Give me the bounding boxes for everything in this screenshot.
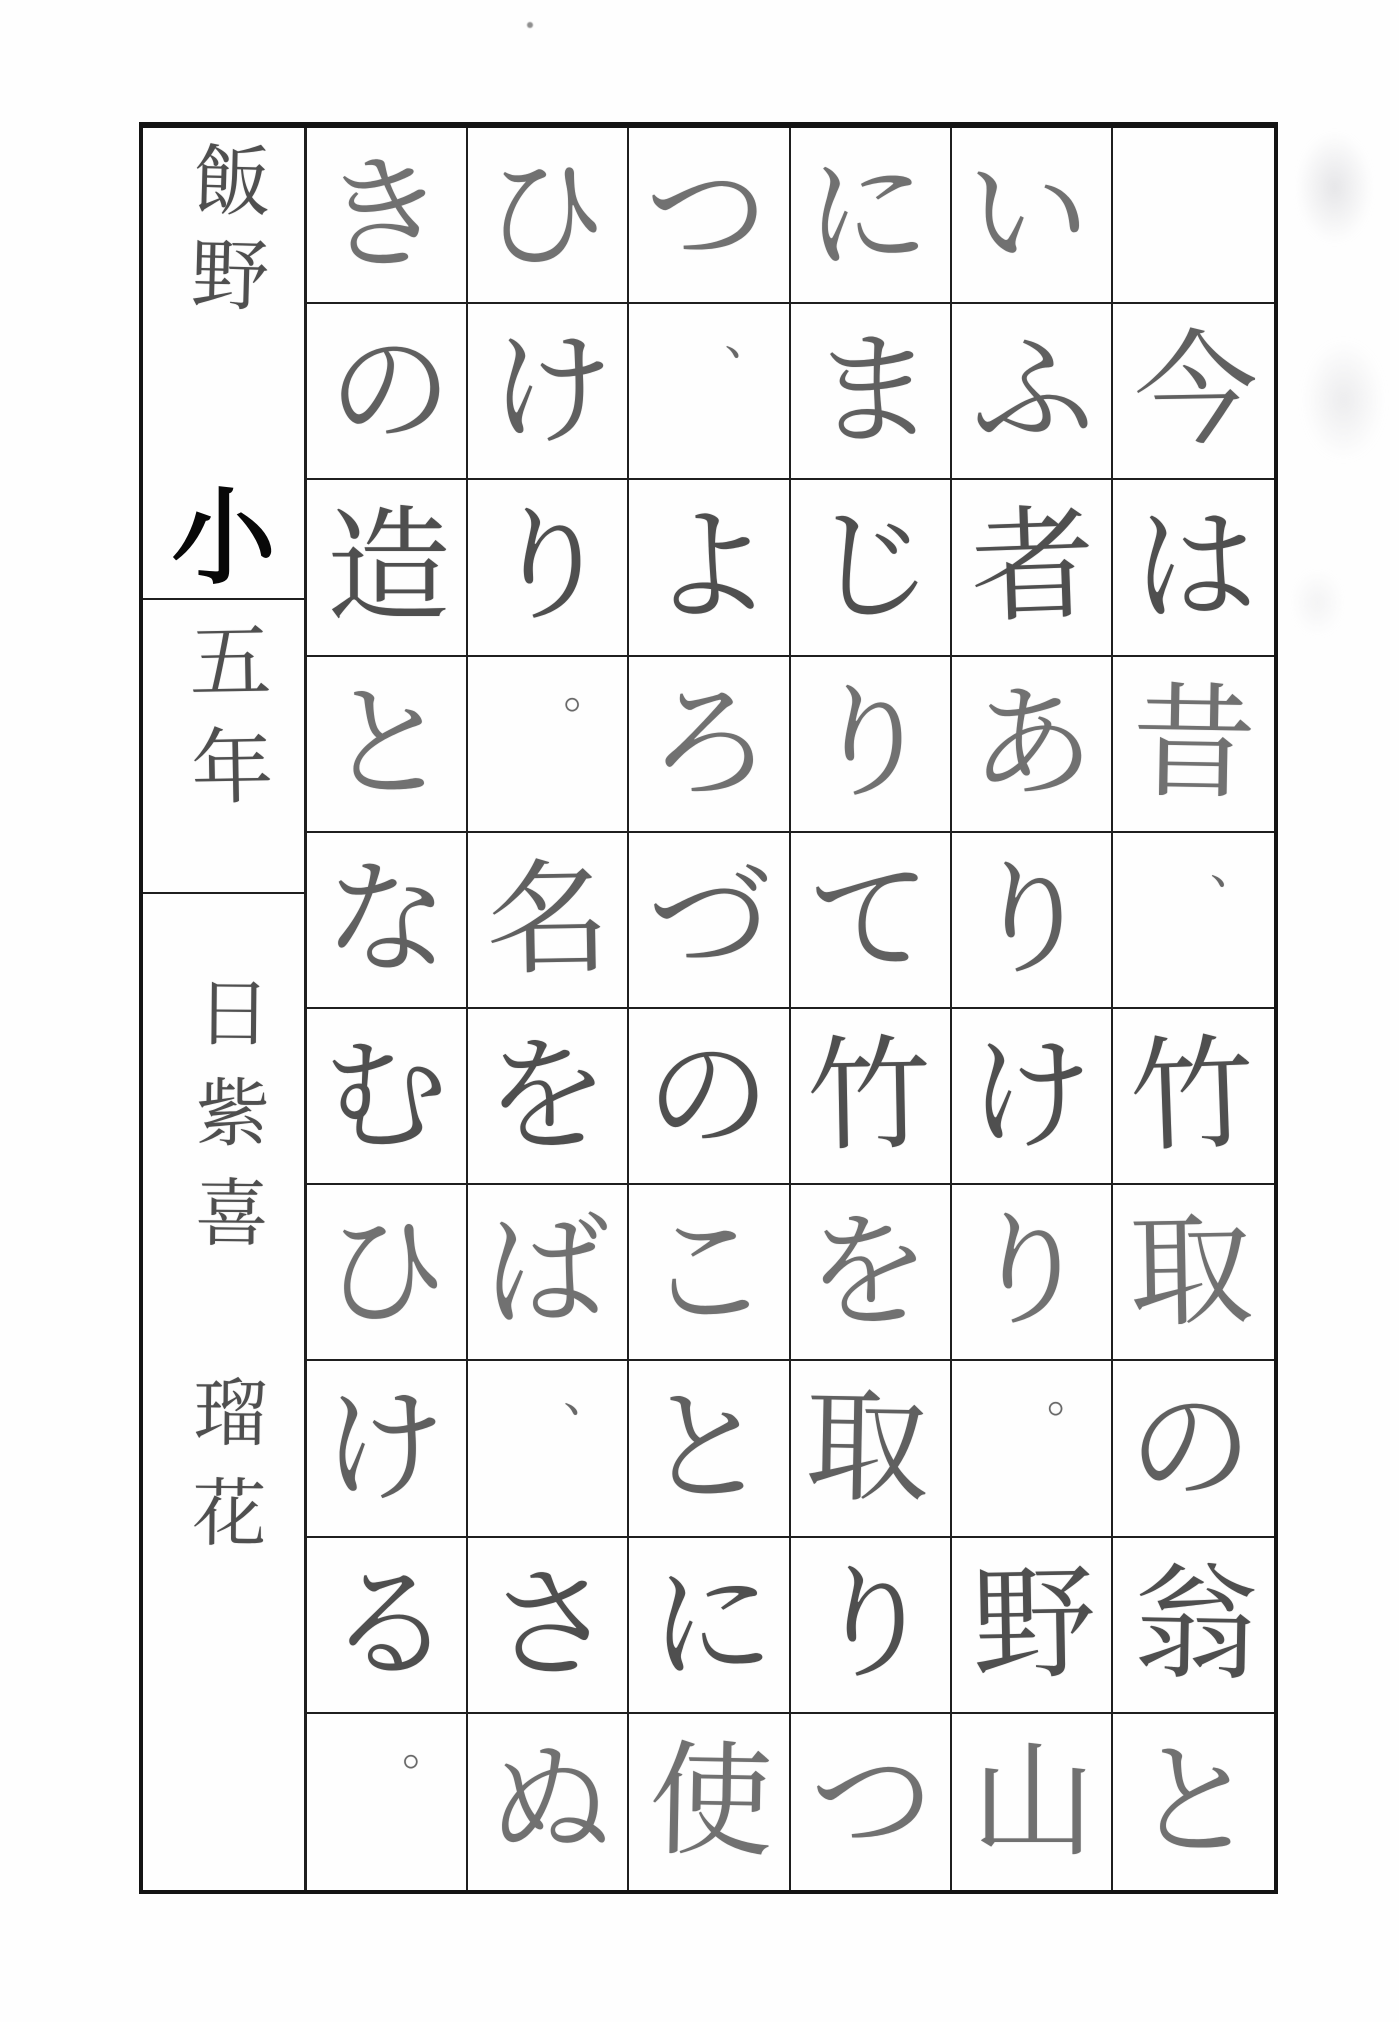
grid-cell <box>1113 833 1274 1009</box>
handwritten-character: ぬ <box>486 1728 613 1875</box>
handwritten-character: き <box>319 141 449 290</box>
grid-cell <box>468 480 629 656</box>
grid-cell <box>468 128 629 304</box>
handwritten-character: ろ <box>647 671 772 816</box>
handwritten-character: ふ <box>969 317 1099 466</box>
handwritten-character: い <box>964 141 1092 289</box>
handwritten-character: 昔 <box>1131 670 1258 817</box>
school-name-handwriting: 飯野 <box>176 138 271 330</box>
handwritten-character: つ <box>807 1727 937 1876</box>
handwritten-punctuation: 、 <box>724 310 773 367</box>
handwritten-character: は <box>1133 495 1258 640</box>
grid-cell <box>1113 1361 1274 1537</box>
grid-cell <box>1113 304 1274 480</box>
handwritten-punctuation: 。 <box>402 1719 451 1776</box>
grid-cell <box>468 657 629 833</box>
grid-cell <box>791 657 952 833</box>
grid-cell <box>629 128 790 304</box>
grid-cell <box>629 833 790 1009</box>
grid-cell <box>952 128 1113 304</box>
grid-cell <box>952 480 1113 656</box>
grid-cell <box>791 1185 952 1361</box>
grid-cell <box>952 1009 1113 1185</box>
handwritten-character: を <box>806 1200 931 1345</box>
grid-cell <box>468 833 629 1009</box>
handwritten-character: る <box>326 1551 453 1698</box>
handwritten-character: む <box>321 1021 451 1171</box>
grid-cell <box>791 128 952 304</box>
handwritten-character: り <box>485 493 615 642</box>
handwritten-character: づ <box>645 846 773 993</box>
grid-cell <box>952 1185 1113 1361</box>
handwritten-character: と <box>324 670 451 817</box>
scan-smudge <box>1280 555 1355 650</box>
grid-cell <box>791 1538 952 1714</box>
grid-cell <box>1113 1009 1274 1185</box>
grid-cell <box>307 1185 468 1361</box>
grid-cell <box>468 1538 629 1714</box>
grade-box <box>143 600 304 894</box>
scan-speck <box>527 22 533 28</box>
handwritten-character: 使 <box>647 1728 775 1875</box>
handwritten-character: こ <box>642 1198 772 1347</box>
grid-cell <box>1113 128 1274 304</box>
handwritten-character: さ <box>486 1550 616 1699</box>
grid-cell <box>1113 1185 1274 1361</box>
handwritten-character: あ <box>968 670 1096 817</box>
handwritten-character: に <box>649 1552 774 1697</box>
handwritten-character: ま <box>811 319 936 464</box>
handwritten-character: け <box>321 1376 446 1521</box>
grid-cell <box>1113 1538 1274 1714</box>
handwritten-character: 野 <box>970 1551 1098 1698</box>
name-column <box>143 128 307 1890</box>
handwritten-character: ひ <box>321 1199 448 1346</box>
school-name-box <box>143 128 304 600</box>
grid-cell <box>952 304 1113 480</box>
handwritten-character: け <box>966 1022 1094 1170</box>
handwritten-character: を <box>484 1024 609 1169</box>
handwritten-character: つ <box>641 140 771 290</box>
handwritten-character: な <box>322 845 452 995</box>
grade-handwriting: 五年 <box>174 617 274 831</box>
grid-cell <box>1113 657 1274 833</box>
handwritten-punctuation: 。 <box>563 662 612 719</box>
handwritten-character: じ <box>808 494 936 641</box>
handwritten-character: と <box>642 1375 770 1522</box>
handwritten-character: の <box>643 1021 773 1171</box>
handwritten-character: 竹 <box>805 1023 933 1170</box>
grid-cell <box>629 1361 790 1537</box>
handwritten-character: り <box>806 669 936 818</box>
grid-cell <box>791 1714 952 1890</box>
grid-cell <box>307 128 468 304</box>
handwritten-character: て <box>805 845 935 995</box>
grid-cell <box>307 480 468 656</box>
grid-cell <box>629 657 790 833</box>
handwritten-punctuation: 、 <box>563 1367 612 1424</box>
handwritten-character: 取 <box>1128 1199 1255 1346</box>
scan-smudge <box>1282 110 1387 265</box>
handwritten-punctuation: 、 <box>1209 838 1258 895</box>
handwritten-character: の <box>1128 1376 1253 1521</box>
student-name-box <box>143 894 304 1890</box>
grid-cell <box>468 304 629 480</box>
grid-cell <box>468 1361 629 1537</box>
grid-cell <box>629 1714 790 1890</box>
grid-cell <box>307 304 468 480</box>
handwritten-punctuation: 。 <box>1046 1367 1095 1424</box>
handwritten-character: よ <box>647 494 775 641</box>
handwritten-character: 翁 <box>1133 1551 1260 1698</box>
grid-cell <box>952 1361 1113 1537</box>
grid-cell <box>307 1714 468 1890</box>
handwritten-character: 造 <box>326 495 451 640</box>
grid-cell <box>468 1185 629 1361</box>
handwritten-character: け <box>487 318 614 465</box>
grid-cell <box>307 833 468 1009</box>
grid-cell <box>791 1009 952 1185</box>
handwritten-character: 取 <box>803 1375 931 1522</box>
handwritten-character: 山 <box>971 1729 1096 1874</box>
grid-cell <box>952 1714 1113 1890</box>
handwritten-character: の <box>326 318 453 465</box>
handwritten-character: 者 <box>968 493 1098 642</box>
handwritten-character: 今 <box>1133 318 1260 465</box>
handwritten-character: と <box>1130 1727 1260 1877</box>
grid-cell <box>952 1538 1113 1714</box>
scan-smudge <box>1286 315 1399 485</box>
grid-cell <box>307 1538 468 1714</box>
handwritten-character: に <box>803 142 931 289</box>
grid-cell <box>952 833 1113 1009</box>
grid-cell <box>307 1009 468 1185</box>
grid-cell <box>468 1714 629 1890</box>
handwritten-character: 竹 <box>1127 1021 1257 1171</box>
grid-cell <box>791 1361 952 1537</box>
handwritten-character: り <box>808 1550 938 1699</box>
grid-cell <box>952 657 1113 833</box>
grid-cell <box>1113 480 1274 656</box>
grid-cell <box>307 657 468 833</box>
grid-cell <box>791 304 952 480</box>
genkouyoushi-sheet <box>139 122 1278 1894</box>
handwritten-character: 名 <box>484 846 611 993</box>
grid-cell <box>468 1009 629 1185</box>
handwritten-character: ば <box>482 1199 609 1346</box>
grid-cell <box>791 480 952 656</box>
grid-cell <box>1113 1714 1274 1890</box>
grid-cell <box>629 480 790 656</box>
grid-cell <box>629 1538 790 1714</box>
grid-cell <box>629 1185 790 1361</box>
handwritten-character: り <box>969 847 1094 992</box>
student-name-handwriting: 日紫喜 瑠花 <box>179 973 271 1575</box>
character-grid <box>307 128 1274 1890</box>
handwritten-character: り <box>964 1198 1094 1347</box>
printed-elementary-school-label: 小 <box>171 477 276 599</box>
grid-cell <box>629 1009 790 1185</box>
grid-cell <box>629 304 790 480</box>
grid-cell <box>307 1361 468 1537</box>
handwritten-character: ひ <box>482 143 607 288</box>
grid-cell <box>791 833 952 1009</box>
